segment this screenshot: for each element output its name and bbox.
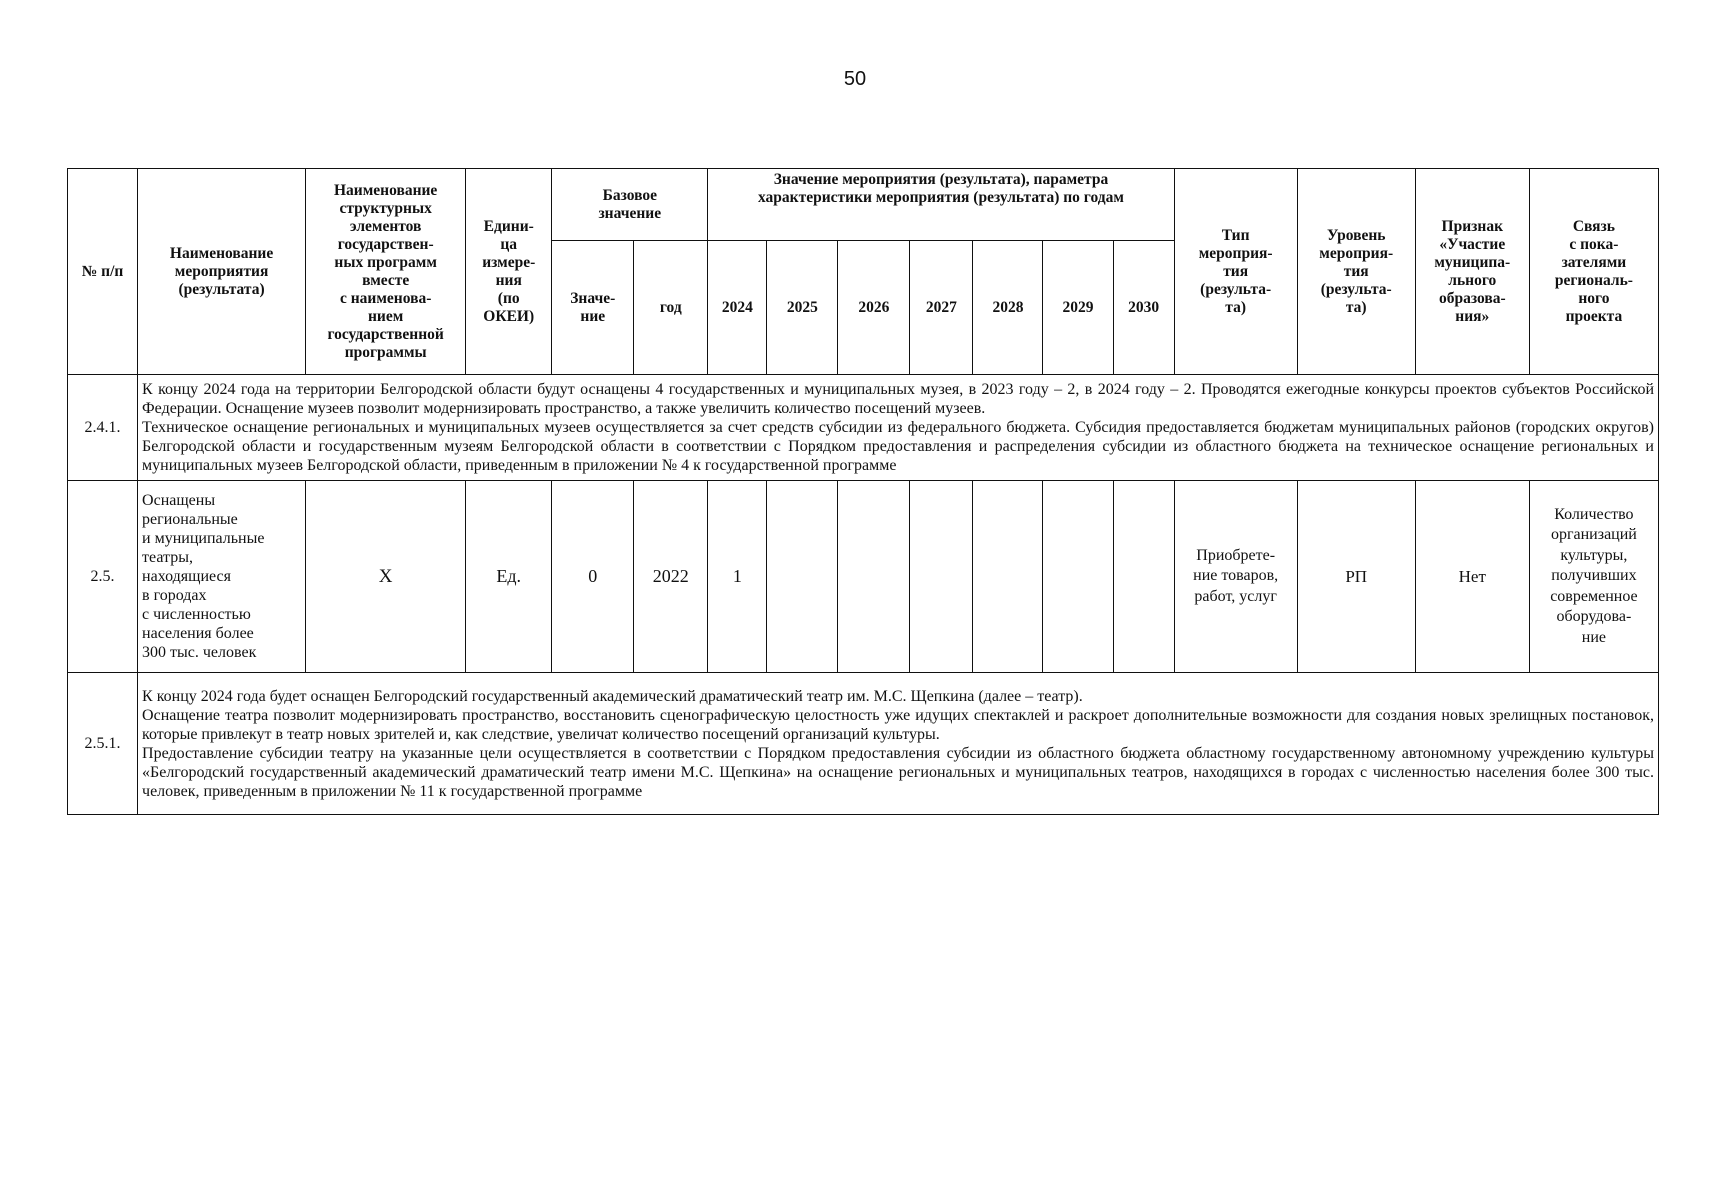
row-value-2027 (910, 481, 973, 673)
header-unit: Едини- ца измере- ния (по ОКЕИ) (466, 169, 552, 375)
row-link-regional-project: Количество организаций культуры, получивших современное оборудова- ние (1529, 481, 1658, 673)
row-num: 2.4.1. (68, 375, 138, 481)
row-measure-type: Приобрете- ние товаров, работ, услуг (1174, 481, 1297, 673)
header-year-2024: 2024 (708, 241, 767, 375)
description-paragraph: Техническое оснащение региональных и муниципальных музеев осуществляется за счет средств субсидии из федерального бюджета. Субсидия предоставляется бюджетам муниципальных районов (городских округов) Белгородской области и государственным музеям Белгородской области в соответствии с Порядком предоставления и распределения субсидии из областного бюджета на техническое оснащение региональных и муниципальных музеев Белгородской области, приведенным в приложении № 4 к государственной программе (142, 419, 1654, 474)
header-base-value: Базовое значение (552, 169, 708, 241)
description-paragraph: Предоставление субсидии театру на указанные цели осуществляется в соответствии с Порядком предоставления субсидии из областного бюджета областному государственному автономному учреждению культуры «Белгородский государственный академический драматический театр имени М.С. Щепкина» на оснащение региональных и муниципальных театров, находящихся в городах с численностью населения более 300 тыс. человек, приведенным в приложении № 11 к государственной программе (142, 744, 1654, 800)
header-base-value-number: Значе- ние (552, 241, 634, 375)
row-measure-name: Оснащены региональные и муниципальные театры, находящиеся в городах с численностью населения более 300 тыс. человек (138, 481, 306, 673)
row-value-2025 (767, 481, 838, 673)
header-measure-type: Тип мероприя- тия (результа- та) (1174, 169, 1297, 375)
row-unit: Ед. (466, 481, 552, 673)
row-description (138, 375, 1659, 481)
header-num: № п/п (68, 169, 138, 375)
row-value-2030 (1113, 481, 1174, 673)
page-number: 50 (843, 68, 867, 90)
row-value-2028 (973, 481, 1043, 673)
row-municipality-participation: Нет (1415, 481, 1529, 673)
header-municipality-participation: Признак «Участие муниципа- льного образова- ния» (1415, 169, 1529, 375)
description-paragraph: К концу 2024 года на территории Белгородской области будут оснащены 4 государственных и муниципальных музея, в 2023 году – 2, в 2024 году – 2. Проводятся ежегодные конкурсы проектов субъектов Российской Федерации. Оснащение музеев позволит модернизировать пространство, а также увеличить количество посещений музеев. (142, 381, 1654, 417)
header-measure-level: Уровень мероприя- тия (результа- та) (1297, 169, 1415, 375)
row-value-2029 (1043, 481, 1113, 673)
table-row (68, 673, 1659, 815)
row-base-value: 0 (552, 481, 634, 673)
table-row (68, 375, 1659, 481)
table-row (68, 481, 1659, 673)
description-paragraph: К концу 2024 года будет оснащен Белгородский государственный академический драматический театр им. М.С. Щепкина (далее – театр). (142, 687, 1083, 705)
header-year-2026: 2026 (838, 241, 910, 375)
row-measure-level: РП (1297, 481, 1415, 673)
row-value-2026 (838, 481, 910, 673)
header-year-2028: 2028 (973, 241, 1043, 375)
header-values-by-year: Значение мероприятия (результата), параметра характеристики мероприятия (результата) по годам (708, 169, 1174, 241)
header-year-2029: 2029 (1043, 241, 1113, 375)
measures-table (67, 168, 1659, 815)
row-num: 2.5.1. (68, 673, 138, 815)
header-link-regional-project: Связь с пока- зателями региональ- ного проекта (1529, 169, 1658, 375)
header-structural-elements: Наименование структурных элементов государствен- ных программ вместе с наименова- нием государственной программы (306, 169, 466, 375)
row-value-2024: 1 (708, 481, 767, 673)
row-num: 2.5. (68, 481, 138, 673)
header-year-2025: 2025 (767, 241, 838, 375)
row-base-year: 2022 (634, 481, 708, 673)
header-measure-name: Наименование мероприятия (результата) (138, 169, 306, 375)
description-paragraph: Оснащение театра позволит модернизировать пространство, восстановить сценографическую целостность уже идущих спектаклей и раскроет дополнительные возможности для создания новых зрелищных постановок, которые привлекут в театр новых зрителей и, как следствие, увеличат количество посещений организаций культуры. (142, 706, 1654, 743)
row-description (138, 673, 1659, 815)
header-year-2030: 2030 (1113, 241, 1174, 375)
header-base-year: год (634, 241, 708, 375)
row-structural-elements: Х (306, 481, 466, 673)
header-year-2027: 2027 (910, 241, 973, 375)
